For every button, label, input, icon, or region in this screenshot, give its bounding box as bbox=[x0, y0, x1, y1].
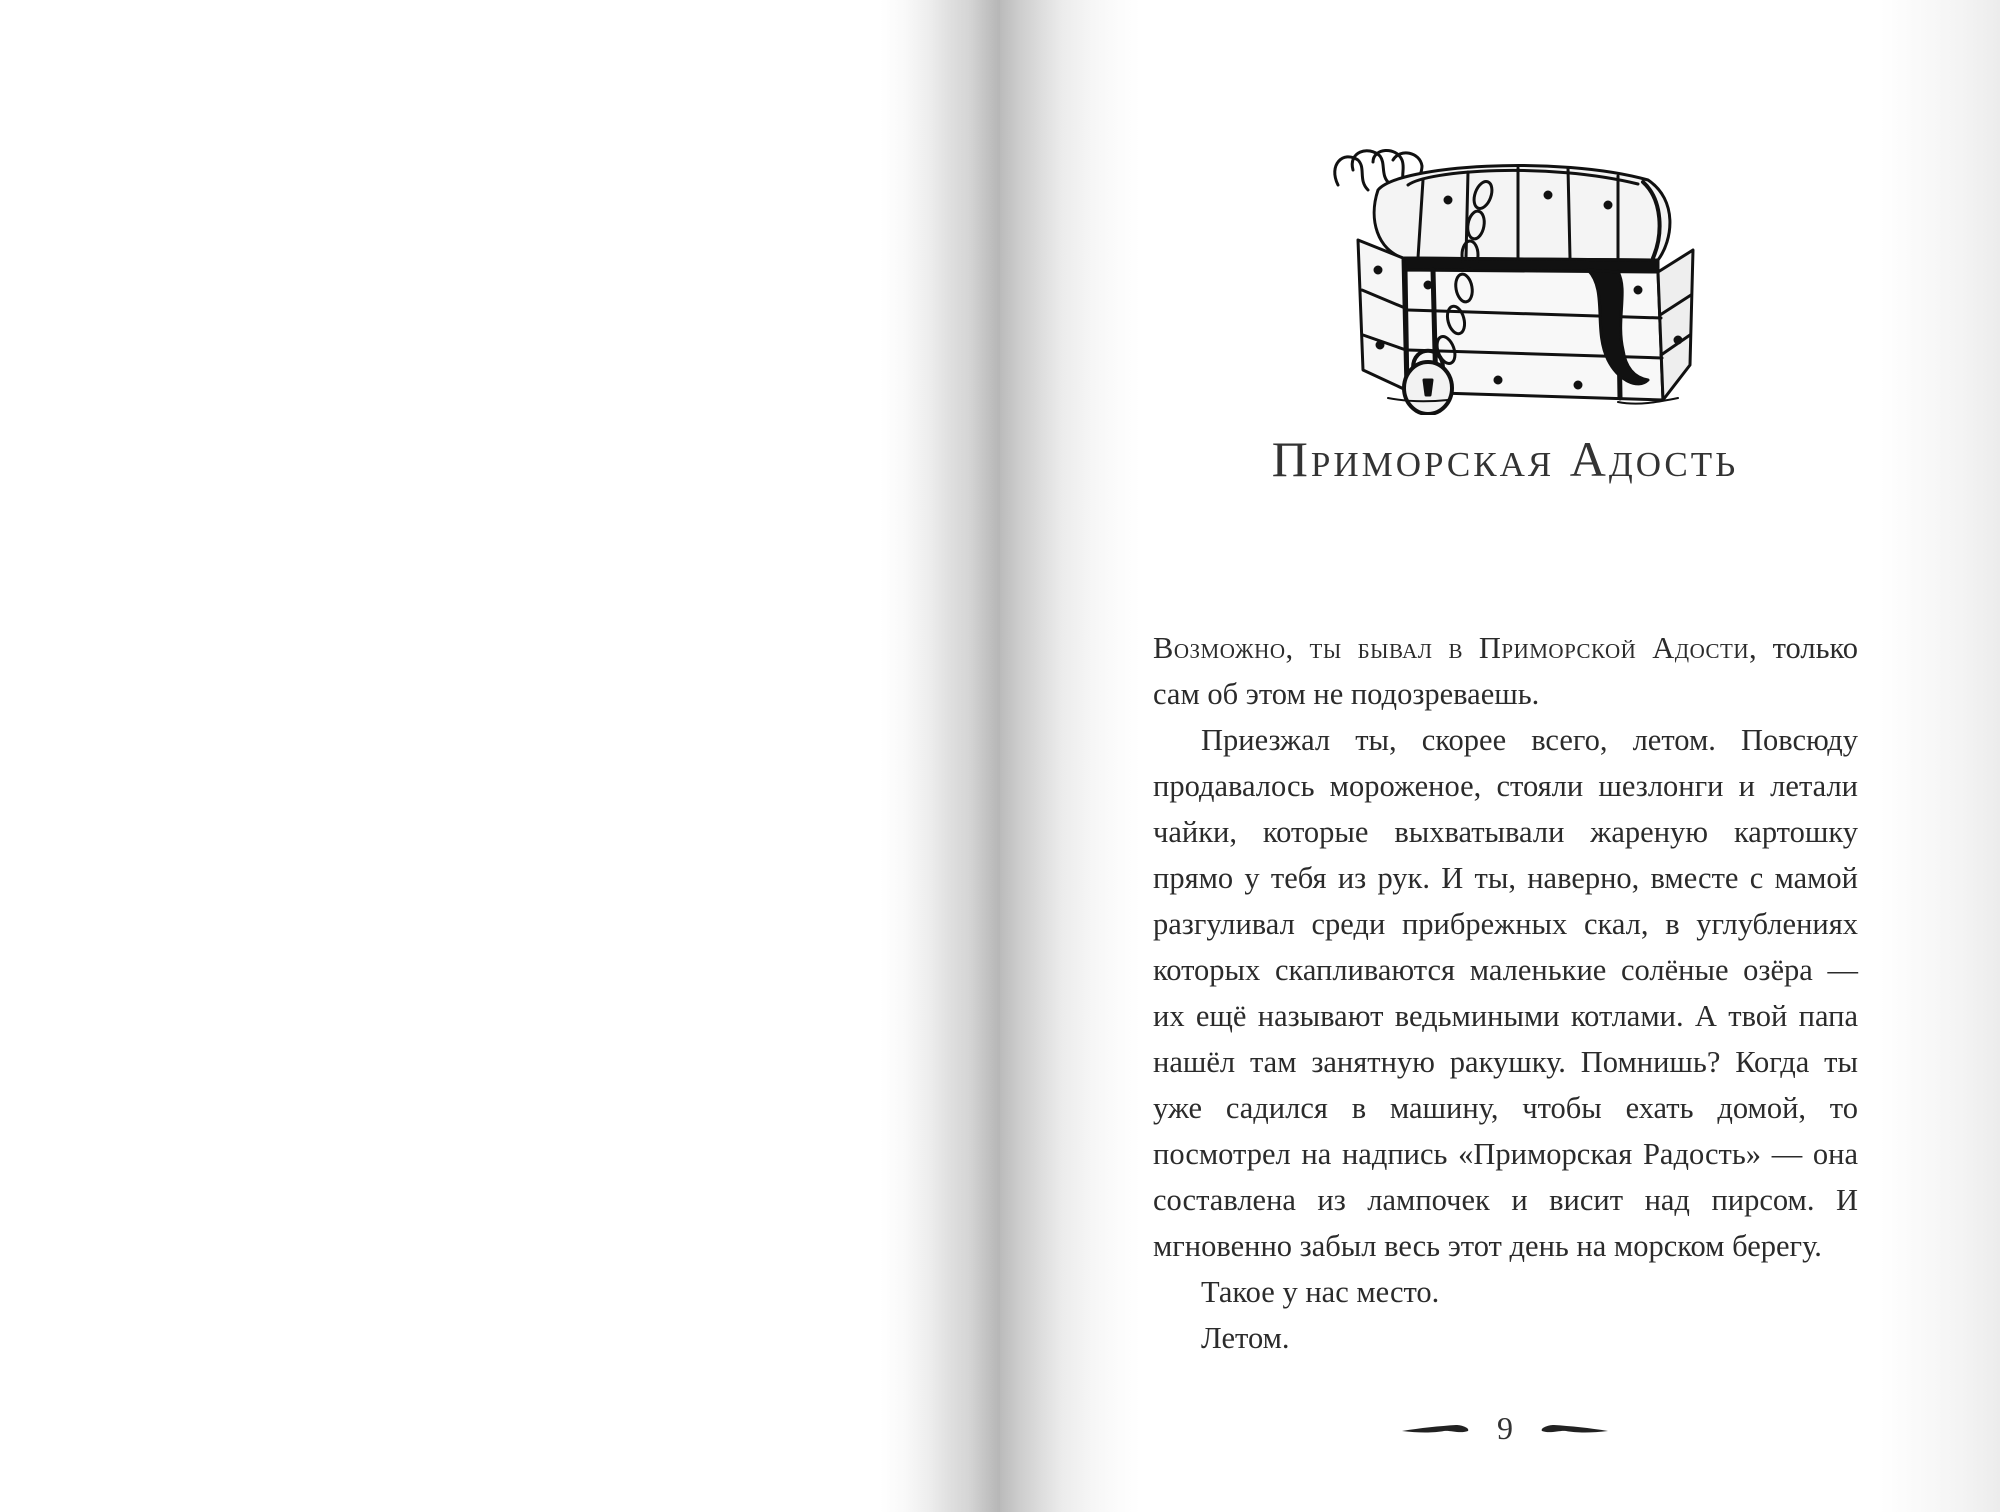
paragraph-1 bbox=[1153, 625, 1858, 717]
paragraph-1-text: только сам об этом не подозреваешь. bbox=[1153, 631, 1858, 711]
paragraph-2: Приезжал ты, скорее всего, летом. Повсюду продавалось мороженое, стояли шезлонги и летали чайки, которые выхватывали жареную картошку прямо у тебя из рук. И ты, наверно, вместе с мамой разгуливал среди прибрежных скал, в углублениях которых скапливаются маленькие солёные озёра — их ещё называют ведьмиными котлами. А твой папа нашёл там занятную ракушку. Помнишь? Когда ты уже садился в машину, чтобы ехать домой, то посмотрел на надпись «Приморская Радость» — она составлена из лампочек и висит над пирсом. И мгновенно забыл весь этот день на морском берегу. bbox=[1153, 723, 1858, 1263]
treasure-chest-icon bbox=[1318, 140, 1702, 415]
page-number: 9 bbox=[1497, 1410, 1513, 1446]
gutter-shadow bbox=[905, 0, 1115, 1512]
paragraph-4: Летом. bbox=[1201, 1321, 1290, 1355]
paragraph-3: Такое у нас место. bbox=[1201, 1275, 1440, 1309]
body-text bbox=[1153, 625, 1858, 1361]
chapter-title: Приморская Адость bbox=[1271, 431, 1739, 487]
lead-in-smallcaps: Возможно, ты бывал в Приморской Адости, bbox=[1153, 631, 1758, 665]
page-folio bbox=[1400, 1410, 1610, 1450]
right-ornament-icon bbox=[1538, 1422, 1610, 1438]
